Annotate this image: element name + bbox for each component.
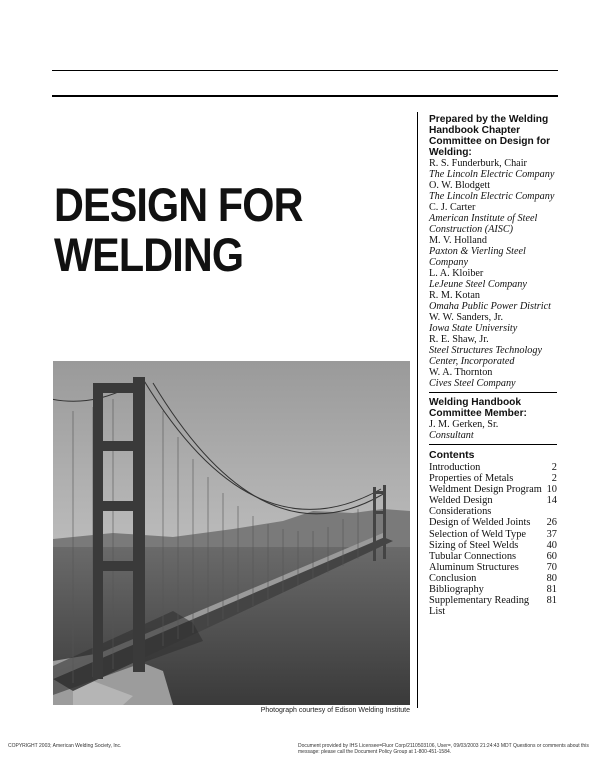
contents-label: Properties of Metals bbox=[429, 473, 514, 485]
section-divider bbox=[429, 444, 557, 445]
chapter-title bbox=[54, 180, 353, 280]
member-name: W. A. Thornton bbox=[429, 367, 493, 378]
committee-member bbox=[429, 235, 557, 268]
committee-member bbox=[429, 268, 557, 290]
header-rule bbox=[52, 95, 558, 97]
handbook-member-heading: Welding Handbook Committee Member: bbox=[429, 397, 527, 419]
member-affiliation: LeJeune Steel Company bbox=[429, 279, 527, 290]
contents-entry[interactable] bbox=[429, 540, 557, 551]
member-affiliation: Consultant bbox=[429, 430, 474, 441]
contents-list bbox=[429, 449, 557, 617]
contents-label: Conclusion bbox=[429, 572, 477, 584]
member-affiliation: Cives Steel Company bbox=[429, 378, 516, 389]
contents-page: 81 bbox=[546, 595, 557, 607]
member-affiliation: American Institute of Steel Construction (AISC) bbox=[429, 213, 538, 235]
committee-heading: Prepared by the Welding Handbook Chapter Committee on Design for Welding: bbox=[429, 114, 551, 158]
member-affiliation: Iowa State University bbox=[429, 323, 518, 334]
contents-label: Sizing of Steel Welds bbox=[429, 539, 519, 551]
member-name: C. J. Carter bbox=[429, 202, 476, 213]
contents-entry[interactable] bbox=[429, 517, 557, 528]
photo-caption: Photograph courtesy of Edison Welding Institute bbox=[260, 707, 410, 714]
chapter-title-line-1: DESIGN FOR bbox=[54, 178, 303, 231]
contents-label: Bibliography bbox=[429, 584, 484, 596]
contents-label: Introduction bbox=[429, 462, 481, 473]
committee-member bbox=[429, 202, 557, 235]
contents-page: 26 bbox=[546, 517, 557, 529]
contents-label: Tubular Connections bbox=[429, 550, 517, 562]
chapter-title-line-2: WELDING bbox=[54, 228, 244, 281]
member-affiliation: The Lincoln Electric Company bbox=[429, 191, 555, 202]
contents-label: Aluminum Structures bbox=[429, 561, 519, 573]
column-divider bbox=[417, 112, 418, 708]
contents-page: 40 bbox=[546, 539, 557, 551]
license-footer: Document provided by IHS Licensee=Fluor Corp/2110503106, User=, 09/03/2003 21:24:43 MDT Questions or comments about this message: please call the Document Policy Group at 1-800-451-1584. bbox=[298, 743, 589, 755]
committee-member bbox=[429, 158, 557, 180]
contents-entry[interactable] bbox=[429, 495, 557, 517]
committee-member bbox=[429, 290, 557, 312]
member-affiliation: Steel Structures Technology Center, Incorporated bbox=[429, 345, 542, 367]
member-name: R. M. Kotan bbox=[429, 290, 480, 301]
member-affiliation: The Lincoln Electric Company bbox=[429, 169, 555, 180]
contents-heading: Contents bbox=[429, 449, 475, 461]
contents-page: 37 bbox=[546, 528, 557, 540]
copyright-footer: COPYRIGHT 2003; American Welding Society, Inc. bbox=[8, 743, 122, 749]
contents-entry[interactable] bbox=[429, 573, 557, 584]
contents-page: 80 bbox=[546, 572, 557, 584]
contents-entry[interactable] bbox=[429, 595, 557, 617]
handbook-member bbox=[429, 419, 557, 441]
contents-entry[interactable] bbox=[429, 584, 557, 595]
top-rule bbox=[52, 70, 558, 71]
contents-page: 70 bbox=[546, 561, 557, 573]
contents-label: Supplementary Reading List bbox=[429, 595, 530, 618]
committee-member bbox=[429, 367, 557, 389]
contents-page: 14 bbox=[546, 495, 557, 507]
member-name: W. W. Sanders, Jr. bbox=[429, 312, 504, 323]
member-name: M. V. Holland bbox=[429, 235, 487, 246]
contents-label: Design of Welded Joints bbox=[429, 517, 531, 529]
contents-entry[interactable] bbox=[429, 484, 557, 495]
contents-entry[interactable] bbox=[429, 529, 557, 540]
section-divider bbox=[429, 392, 557, 393]
contents-entry[interactable] bbox=[429, 473, 557, 484]
contents-label: Selection of Weld Type bbox=[429, 528, 527, 540]
committee-member bbox=[429, 334, 557, 367]
member-affiliation: Omaha Public Power District bbox=[429, 301, 551, 312]
contents-page: 81 bbox=[546, 584, 557, 596]
contents-page: 60 bbox=[546, 550, 557, 562]
contents-page: 2 bbox=[551, 473, 557, 485]
contents-label: Welded Design Considerations bbox=[429, 495, 493, 518]
member-name: L. A. Kloiber bbox=[429, 268, 484, 279]
committee-member bbox=[429, 180, 557, 202]
contents-page: 10 bbox=[546, 484, 557, 496]
committee-member bbox=[429, 312, 557, 334]
contents-entry[interactable] bbox=[429, 551, 557, 562]
committee-list bbox=[429, 158, 557, 389]
member-name: R. E. Shaw, Jr. bbox=[429, 334, 489, 345]
member-name: J. M. Gerken, Sr. bbox=[429, 419, 499, 430]
committee-column bbox=[429, 114, 557, 617]
member-name: O. W. Blodgett bbox=[429, 180, 491, 191]
member-name: R. S. Funderburk, Chair bbox=[429, 158, 527, 169]
contents-label: Weldment Design Program bbox=[429, 484, 542, 496]
member-affiliation: Paxton & Vierling Steel Company bbox=[429, 246, 526, 268]
contents-entry[interactable] bbox=[429, 462, 557, 473]
bridge-photo bbox=[53, 361, 410, 705]
contents-entry[interactable] bbox=[429, 562, 557, 573]
contents-page: 2 bbox=[551, 462, 557, 473]
